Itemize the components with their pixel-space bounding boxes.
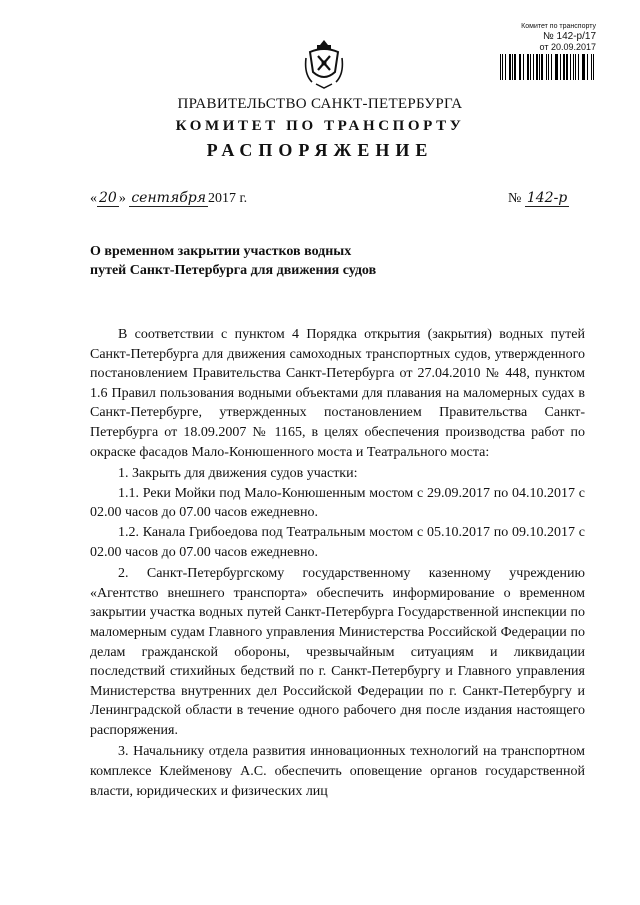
barcode-bar [563, 54, 565, 80]
barcode-bar [512, 54, 513, 80]
barcode-bar [560, 54, 561, 80]
date-year: 2017 г. [208, 191, 248, 206]
barcode-bar [575, 54, 576, 80]
paragraph-item-1-2: 1.2. Канала Грибоедова под Театральным мостом с 05.10.2017 по 09.10.2017 с 02.00 часов до 07.00 часов ежедневно. [90, 524, 585, 560]
barcode-bar [509, 54, 511, 80]
barcode-bar [523, 54, 524, 80]
stamp-number: № 142-р/17 [543, 31, 596, 42]
barcode-bar [519, 54, 520, 80]
barcode-bar [583, 54, 585, 80]
document-subject: О временном закрытии участков водных путей Санкт-Петербурга для движения судов [90, 244, 377, 278]
registration-stamp [500, 22, 596, 80]
barcode-bar [573, 54, 574, 80]
stamp-committee: Комитет по транспорту [521, 23, 596, 30]
coat-of-arms-icon [304, 38, 344, 90]
barcode-bar [541, 54, 543, 80]
barcode-bar [514, 54, 515, 80]
barcode-bar [570, 54, 571, 80]
barcode-bar [548, 54, 549, 80]
barcode-bar [556, 54, 557, 80]
barcode-bar [536, 54, 537, 80]
barcode-bar [546, 54, 547, 80]
document-body [90, 325, 585, 803]
document-type: РАСПОРЯЖЕНИЕ [206, 140, 434, 160]
date-month: сентября [131, 190, 206, 206]
barcode-bar [587, 54, 588, 80]
barcode-bar [551, 54, 552, 80]
date-day: 20 [99, 190, 117, 206]
paragraph-preamble: В соответствии с пунктом 4 Порядка открытия (закрытия) водных путей Санкт-Петербурга для движения самоходных транспортных судов, утвержденного постановлением Правительства Санкт-Петербурга от 27.04.2010 № 448, пунктом 1.6 Правил пользования водными объектами для плавания на маломерных судах в Санкт-Петербурге, утвержденных постановлением Правительства Санкт-Петербурга от 18.09.2007 № 1165, в целях обеспечения производства работ по окраске фасадов Мало-Конюшенного моста и Театрального моста: [90, 327, 585, 460]
barcode-bar [530, 54, 531, 80]
barcode-bar [502, 54, 503, 80]
barcode-bar [591, 54, 592, 80]
barcode-bar [582, 54, 583, 80]
document-number-value: 142-р [526, 190, 568, 206]
stamp-date: от 20.09.2017 [539, 42, 596, 52]
barcode-bar [500, 54, 501, 80]
barcode [500, 54, 596, 80]
paragraph-item-3: 3. Начальнику отдела развития инновационных технологий на транспортном комплексе Клейменову А.С. обеспечить оповещение органов государственной власти, юридических и физических лиц [90, 744, 585, 799]
document-number: № 142-р [508, 190, 568, 206]
barcode-bar [533, 54, 534, 80]
barcode-bar [555, 54, 556, 80]
barcode-bar [593, 54, 594, 80]
paragraph-item-1: 1. Закрыть для движения судов участки: [118, 466, 358, 482]
document-date: « 20 » сентября 2017 г. [90, 190, 248, 206]
barcode-bar [505, 54, 506, 80]
barcode-bar [566, 54, 567, 80]
barcode-bar [520, 54, 521, 80]
barcode-bar [527, 54, 529, 80]
barcode-bar [578, 54, 579, 80]
committee-title: КОМИТЕТ ПО ТРАНСПОРТУ [175, 118, 465, 134]
government-title: ПРАВИТЕЛЬСТВО САНКТ-ПЕТЕРБУРГА [177, 96, 463, 112]
paragraph-item-1-1: 1.1. Реки Мойки под Мало-Конюшенным мостом с 29.09.2017 по 04.10.2017 с 02.00 часов до 07.00 часов ежедневно. [90, 485, 585, 521]
barcode-bar [539, 54, 540, 80]
paragraph-item-2: 2. Санкт-Петербургскому государственному казенному учреждению «Агентство внешнего транспорта» обеспечить информирование о временном закрытии участка водных путей Санкт-Петербурга Государственной инспекции по маломерным судам Главного управления Министерства Российской Федерации по делам гражданской обороны, чрезвычайным ситуациям и ликвидации последствий стихийных бедствий по г. Санкт-Петербургу и Главного управления Министерства внутренних дел Российской Федерации по г. Санкт-Петербургу и Ленинградской области в течение одного рабочего дня после издания настоящего распоряжения. [90, 566, 585, 738]
